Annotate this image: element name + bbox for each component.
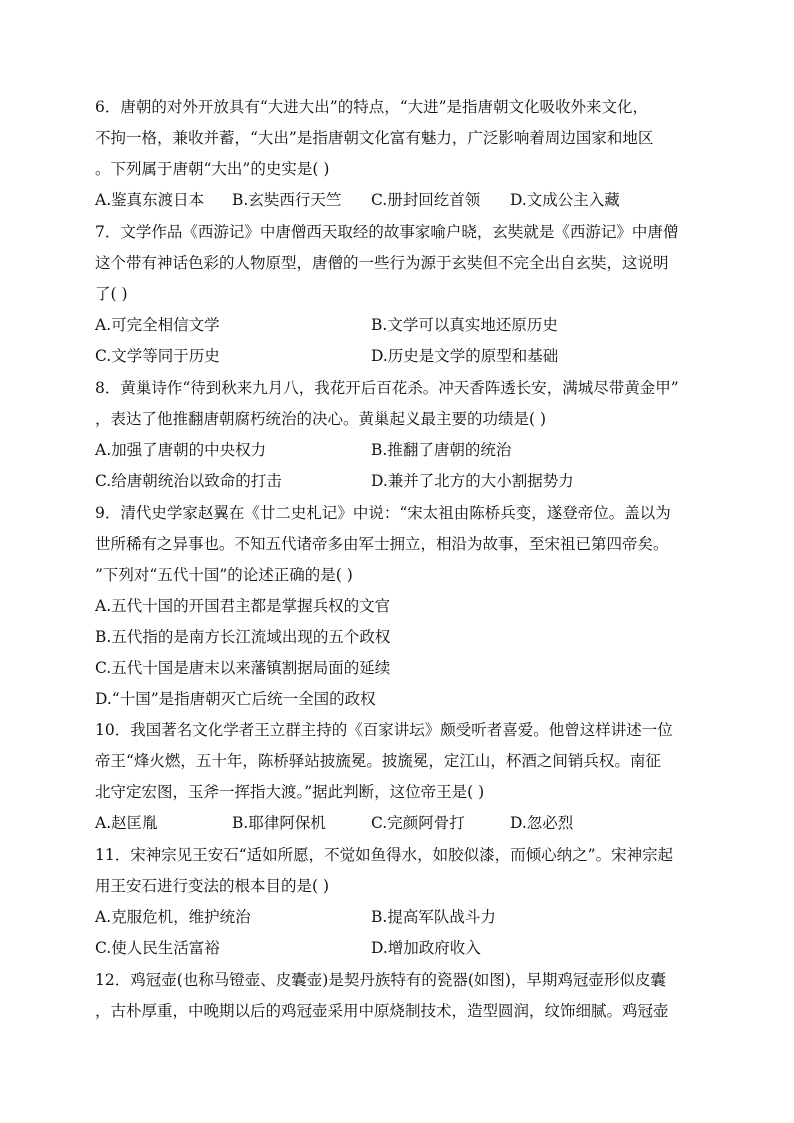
q7-option-d: D.历史是文学的原型和基础	[371, 347, 559, 365]
q7-line-2: 这个带有神话色彩的人物原型，唐僧的一些行为源于玄奘但不完全出自玄奘，这说明	[95, 254, 669, 272]
q9-option-d: D.“十国”是指唐朝灭亡后统一全国的政权	[95, 690, 376, 708]
q7-line-3: 了( )	[95, 285, 128, 303]
q7-option-b: B.文学可以真实地还原历史	[371, 316, 558, 334]
q7-line-1: 7．文学作品《西游记》中唐僧西天取经的故事家喻户晓，玄奘就是《西游记》中唐僧	[95, 223, 679, 241]
q11-option-c: C.使人民生活富裕	[95, 939, 220, 957]
q10-option-a: A.赵匡胤	[95, 814, 158, 832]
q8-line-2: ，表达了他推翻唐朝腐朽统治的决心。黄巢起义最主要的功绩是( )	[95, 410, 547, 428]
q8-option-c: C.给唐朝统治以致命的打击	[95, 472, 282, 490]
q9-option-c: C.五代十国是唐末以来藩镇割据局面的延续	[95, 659, 391, 677]
q10-line-3: 北守定宏图，玉斧一挥指大渡。”据此判断，这位帝王是( )	[95, 783, 485, 801]
q10-line-1: 10．我国著名文化学者王立群主持的《百家讲坛》颇受听者喜爱。他曾这样讲述一位	[95, 721, 673, 739]
q6-option-d: D.文成公主入藏	[510, 191, 620, 209]
q7-option-a: A.可完全相信文学	[95, 316, 220, 334]
q8-line-1: 8．黄巢诗作“待到秋来九月八，我花开后百花杀。冲天香阵透长安，满城尽带黄金甲”	[95, 379, 679, 397]
q9-option-a: A.五代十国的开国君主都是掌握兵权的文官	[95, 597, 391, 615]
q11-option-a: A.克服危机，维护统治	[95, 908, 251, 926]
q12-line-2: ，古朴厚重，中晚期以后的鸡冠壶采用中原烧制技术，造型圆润，纹饰细腻。鸡冠壶	[95, 1002, 669, 1020]
q8-option-a: A.加强了唐朝的中央权力	[95, 441, 267, 459]
q10-option-d: D.忽必烈	[510, 814, 574, 832]
q6-option-c: C.册封回纥首领	[371, 191, 481, 209]
q9-line-1: 9．清代史学家赵翼在《廿二史札记》中说：“宋太祖由陈桥兵变，遂登帝位。盖以为	[95, 504, 671, 522]
q8-option-b: B.推翻了唐朝的统治	[371, 441, 512, 459]
q9-line-2: 世所稀有之异事也。不知五代诸帝多由军士拥立，相沿为故事，至宋祖已第四帝矣。	[95, 535, 669, 553]
q6-option-b: B.玄奘西行天竺	[232, 191, 342, 209]
q7-option-c: C.文学等同于历史	[95, 347, 220, 365]
q6-line-1: 6．唐朝的对外开放具有“大进大出”的特点，“大进”是指唐朝文化吸收外来文化，	[95, 98, 649, 116]
q10-line-2: 帝王“烽火燃，五十年，陈桥驿站披旒冕。披旒冕，定江山，杯酒之间销兵权。南征	[95, 752, 661, 770]
q6-line-3: 。下列属于唐朝“大出”的史实是( )	[95, 160, 330, 178]
q11-line-2: 用王安石进行变法的根本目的是( )	[95, 877, 330, 895]
q11-line-1: 11．宋神宗见王安石“适如所愿，不觉如鱼得水，如胶似漆，而倾心纳之”。宋神宗起	[95, 846, 674, 864]
q6-option-a: A.鉴真东渡日本	[95, 191, 205, 209]
q10-option-c: C.完颜阿骨打	[371, 814, 465, 832]
q11-option-d: D.增加政府收入	[371, 939, 481, 957]
q12-line-1: 12．鸡冠壶(也称马镫壶、皮囊壶)是契丹族特有的瓷器(如图)，早期鸡冠壶形似皮囊	[95, 971, 666, 989]
q10-option-b: B.耶律阿保机	[232, 814, 326, 832]
q9-option-b: B.五代指的是南方长江流域出现的五个政权	[95, 628, 391, 646]
q9-line-3: ”下列对“五代十国”的论述正确的是( )	[95, 566, 353, 584]
q6-line-2: 不拘一格，兼收并蓄，“大出”是指唐朝文化富有魅力，广泛影响着周边国家和地区	[95, 129, 654, 147]
q8-option-d: D.兼并了北方的大小割据势力	[371, 472, 574, 490]
q11-option-b: B.提高军队战斗力	[371, 908, 496, 926]
